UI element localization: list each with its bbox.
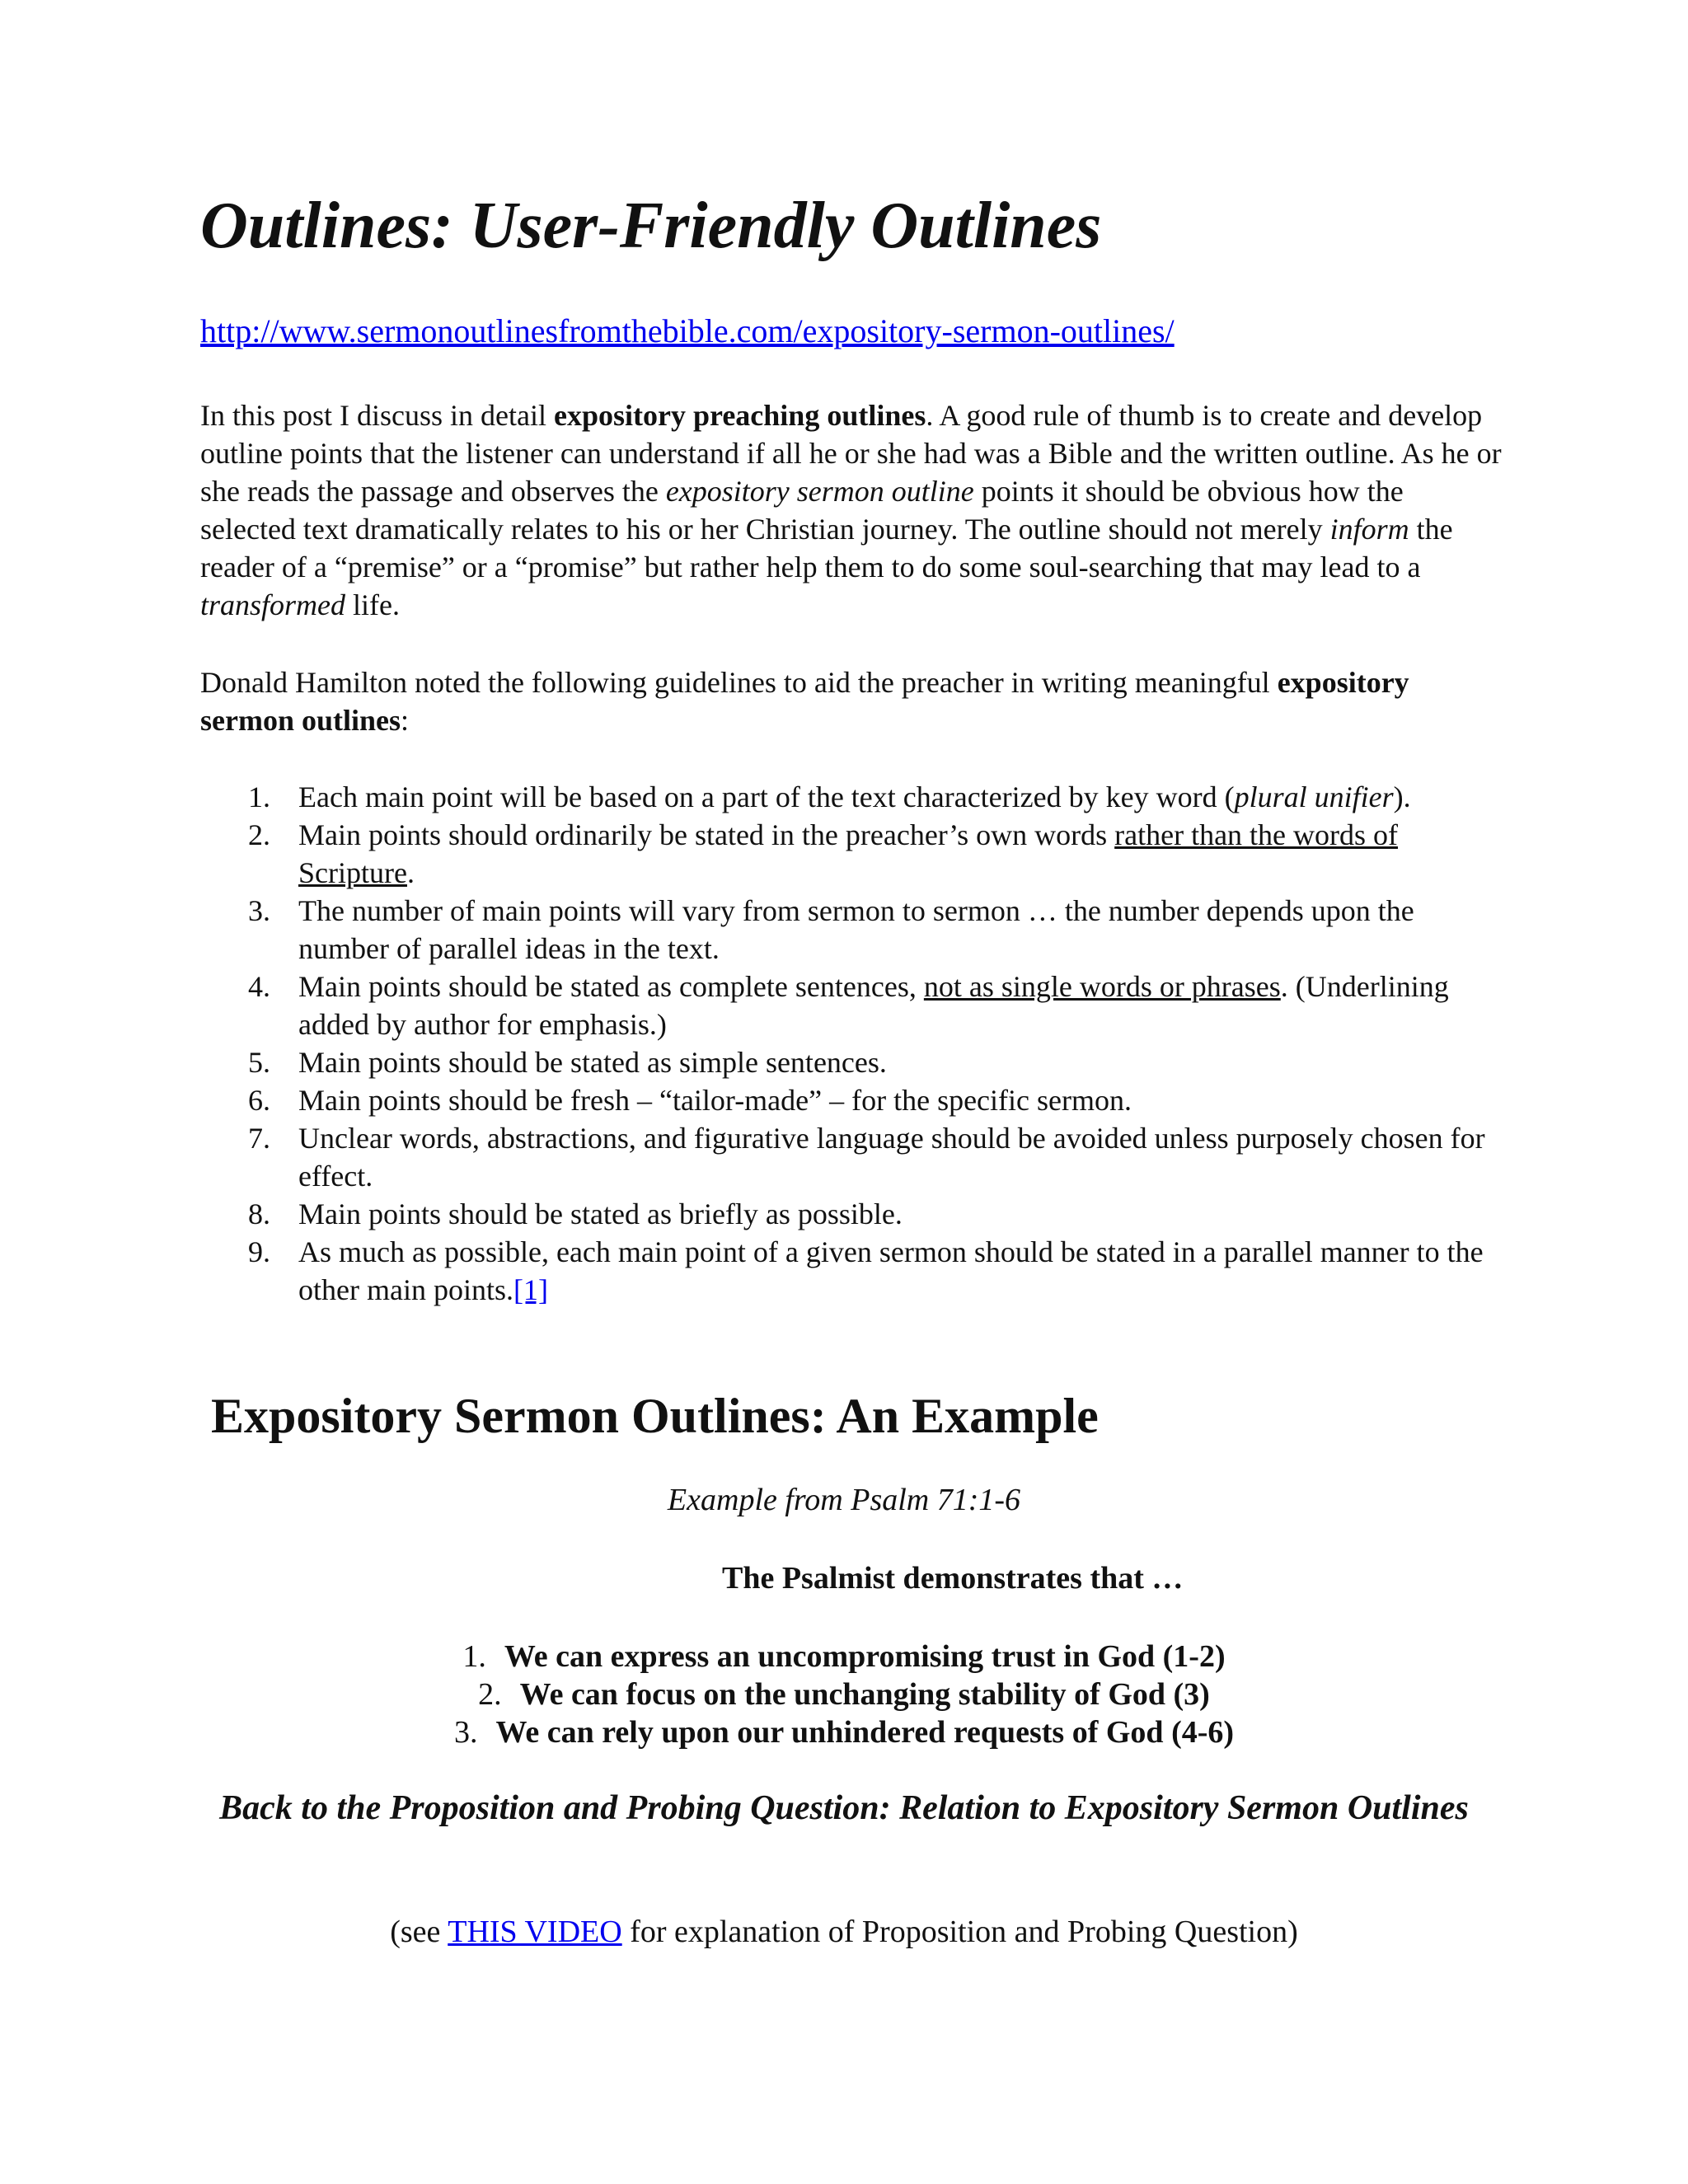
list-item <box>0 1675 1688 1713</box>
list-item <box>200 1195 1503 1233</box>
list-item <box>200 968 1503 1043</box>
list-item-text: The number of main points will vary from sermon to sermon … the number depends upon the number of parallel ideas in the text. <box>298 894 1414 965</box>
intro-text-4: the reader of a “premise” or a “promise” but rather help them to do some soul-searching that may lead to a <box>200 513 1453 583</box>
list-item-number: 7. <box>248 1122 270 1155</box>
list-item <box>200 1119 1503 1195</box>
list-item <box>0 1713 1688 1751</box>
list-item-text-end: ). <box>1393 780 1411 813</box>
list-item-text: Main points should be stated as simple sentences. <box>298 1046 887 1079</box>
example-point-number: 1. <box>462 1639 486 1674</box>
list-item-underlined: rather than the words of Scripture <box>298 818 1399 889</box>
list-item-number: 8. <box>248 1197 270 1230</box>
list-item-text-end: . <box>406 856 415 889</box>
guidelines-intro-bold: expository sermon outlines <box>200 666 1409 737</box>
example-point-number: 2. <box>478 1677 502 1712</box>
example-label: Example from Psalm 71:1-6 <box>667 1483 1021 1517</box>
psalmist-statement: The Psalmist demonstrates that … <box>722 1561 1184 1596</box>
intro-italic-3: transformed <box>200 588 346 621</box>
list-item-text: Unclear words, abstractions, and figurative language should be avoided unless purposely chosen for effect. <box>298 1122 1485 1193</box>
example-point-text: We can express an uncompromising trust in God (1-2) <box>504 1639 1226 1674</box>
this-video-link[interactable]: THIS VIDEO <box>448 1915 622 1949</box>
list-item <box>200 1233 1503 1309</box>
footnote-link[interactable]: [1] <box>513 1273 548 1306</box>
list-item-number: 4. <box>248 970 270 1003</box>
intro-text-2: . A good rule of thumb is to create and develop outline points that the listener can understand if all he or she had was a Bible and the written outline. As he or she reads the passage and observes the <box>200 399 1502 508</box>
list-item <box>200 892 1503 968</box>
source-url-link[interactable]: http://www.sermonoutlinesfromthebible.com/expository-sermon-outlines/ <box>200 312 1175 349</box>
example-points-list <box>0 1638 1688 1751</box>
example-point-text: We can focus on the unchanging stability of God (3) <box>519 1677 1210 1712</box>
see-text-before: (see <box>390 1915 448 1949</box>
page-title: Outlines: User-Friendly Outlines <box>200 190 1102 262</box>
list-item-underlined: not as single words or phrases <box>923 970 1281 1003</box>
list-item-text: As much as possible, each main point of a given sermon should be stated in a parallel manner to the other main points. <box>298 1235 1484 1306</box>
list-item <box>0 1638 1688 1675</box>
see-video-line <box>0 1914 1688 1950</box>
list-item <box>200 1043 1503 1081</box>
list-item-number: 1. <box>248 780 270 813</box>
example-point-number: 3. <box>453 1715 478 1750</box>
intro-paragraph <box>200 396 1503 624</box>
list-item-text: Main points should be fresh – “tailor-made” – for the specific sermon. <box>298 1084 1132 1117</box>
list-item-text: Main points should ordinarily be stated in the preacher’s own words <box>298 818 1115 851</box>
list-item-number: 6. <box>248 1084 270 1117</box>
list-item-italic: plural unifier <box>1234 780 1394 813</box>
list-item-text: Each main point will be based on a part of the text characterized by key word ( <box>298 780 1235 813</box>
see-text-after: for explanation of Proposition and Probing Question) <box>621 1915 1298 1949</box>
list-item-text: Main points should be stated as complete sentences, <box>298 970 924 1003</box>
list-item-number: 2. <box>248 818 270 851</box>
list-item <box>200 778 1503 816</box>
intro-text-1: In this post I discuss in detail <box>200 399 554 432</box>
guidelines-intro-end: : <box>401 704 410 737</box>
intro-text-5: life. <box>345 588 400 621</box>
intro-text-3: points it should be obvious how the selected text dramatically relates to his or her Christian journey. The outline should not merely <box>200 475 1404 546</box>
list-item-number: 9. <box>248 1235 270 1268</box>
intro-italic-2: inform <box>1329 513 1409 546</box>
list-item-number: 3. <box>248 894 270 927</box>
list-item-text: Main points should be stated as briefly as possible. <box>298 1197 903 1230</box>
back-heading: Back to the Proposition and Probing Question: Relation to Expository Sermon Outlines <box>219 1789 1469 1827</box>
example-heading: Expository Sermon Outlines: An Example <box>211 1389 1099 1443</box>
guidelines-intro-text: Donald Hamilton noted the following guidelines to aid the preacher in writing meaningful <box>200 666 1278 699</box>
guidelines-intro <box>200 663 1503 739</box>
guidelines-list <box>200 778 1503 1309</box>
example-point-text: We can rely upon our unhindered requests of God (4-6) <box>495 1715 1235 1750</box>
intro-italic-1: expository sermon outline <box>665 475 974 508</box>
list-item <box>200 1081 1503 1119</box>
list-item <box>200 816 1503 892</box>
intro-bold-1: expository preaching outlines <box>553 399 926 432</box>
list-item-text-end: . (Underlining added by author for emphasis.) <box>298 970 1449 1041</box>
list-item-number: 5. <box>248 1046 270 1079</box>
